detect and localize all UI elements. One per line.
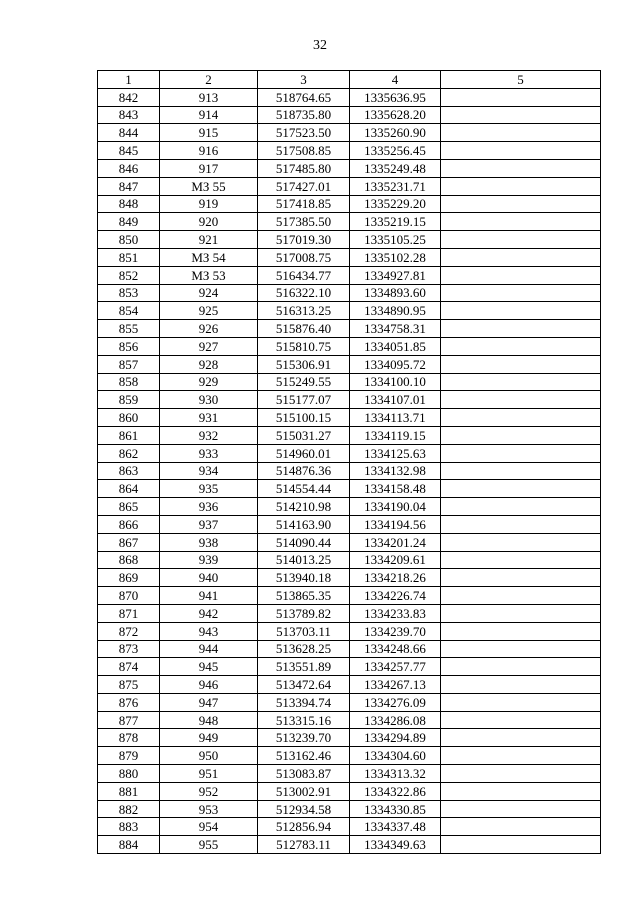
y-coordinate-cell: 1334313.32 [350,765,441,783]
note-cell [441,213,601,231]
point-number-cell: 946 [160,676,258,694]
y-coordinate-cell: 1334051.85 [350,337,441,355]
note-cell [441,818,601,836]
y-coordinate-cell: 1334194.56 [350,515,441,533]
row-index-cell: 877 [98,711,160,729]
row-index-cell: 857 [98,355,160,373]
x-coordinate-cell: 516434.77 [258,266,350,284]
table-row [98,266,601,284]
row-index-cell: 879 [98,747,160,765]
y-coordinate-cell: 1334119.15 [350,426,441,444]
table-row [98,765,601,783]
x-coordinate-cell: 517019.30 [258,231,350,249]
note-cell [441,391,601,409]
table-row [98,373,601,391]
row-index-cell: 872 [98,622,160,640]
y-coordinate-cell: 1335231.71 [350,177,441,195]
point-number-cell: 941 [160,587,258,605]
row-index-cell: 853 [98,284,160,302]
note-cell [441,462,601,480]
x-coordinate-cell: 513865.35 [258,587,350,605]
row-index-cell: 882 [98,800,160,818]
table-row [98,729,601,747]
note-cell [441,231,601,249]
note-cell [441,676,601,694]
point-number-cell: МЗ 53 [160,266,258,284]
point-number-cell: 931 [160,409,258,427]
note-cell [441,124,601,142]
x-coordinate-cell: 515100.15 [258,409,350,427]
note-cell [441,248,601,266]
row-index-cell: 849 [98,213,160,231]
row-index-cell: 880 [98,765,160,783]
x-coordinate-cell: 513472.64 [258,676,350,694]
point-number-cell: МЗ 54 [160,248,258,266]
x-coordinate-cell: 513551.89 [258,658,350,676]
x-coordinate-cell: 514876.36 [258,462,350,480]
x-coordinate-cell: 517418.85 [258,195,350,213]
y-coordinate-cell: 1334893.60 [350,284,441,302]
table-row [98,231,601,249]
table-row [98,604,601,622]
point-number-cell: 952 [160,782,258,800]
x-coordinate-cell: 515177.07 [258,391,350,409]
row-index-cell: 843 [98,106,160,124]
row-index-cell: 855 [98,320,160,338]
row-index-cell: 862 [98,444,160,462]
table-row [98,391,601,409]
point-number-cell: 948 [160,711,258,729]
row-index-cell: 876 [98,693,160,711]
note-cell [441,444,601,462]
y-coordinate-cell: 1335256.45 [350,142,441,160]
note-cell [441,711,601,729]
table-row [98,836,601,854]
note-cell [441,302,601,320]
note-cell [441,729,601,747]
row-index-cell: 878 [98,729,160,747]
y-coordinate-cell: 1334209.61 [350,551,441,569]
x-coordinate-cell: 517485.80 [258,159,350,177]
x-coordinate-cell: 517385.50 [258,213,350,231]
y-coordinate-cell: 1334125.63 [350,444,441,462]
note-cell [441,498,601,516]
point-number-cell: 932 [160,426,258,444]
note-cell [441,284,601,302]
point-number-cell: 940 [160,569,258,587]
y-coordinate-cell: 1334233.83 [350,604,441,622]
note-cell [441,409,601,427]
table-row [98,693,601,711]
point-number-cell: 934 [160,462,258,480]
coordinates-table [97,70,601,854]
x-coordinate-cell: 513394.74 [258,693,350,711]
row-index-cell: 863 [98,462,160,480]
x-coordinate-cell: 517508.85 [258,142,350,160]
x-coordinate-cell: 513940.18 [258,569,350,587]
note-cell [441,551,601,569]
point-number-cell: 939 [160,551,258,569]
row-index-cell: 850 [98,231,160,249]
row-index-cell: 854 [98,302,160,320]
y-coordinate-cell: 1334107.01 [350,391,441,409]
point-number-cell: 953 [160,800,258,818]
y-coordinate-cell: 1335260.90 [350,124,441,142]
note-cell [441,159,601,177]
table-row [98,142,601,160]
x-coordinate-cell: 517523.50 [258,124,350,142]
row-index-cell: 851 [98,248,160,266]
table-row [98,355,601,373]
y-coordinate-cell: 1334890.95 [350,302,441,320]
x-coordinate-cell: 517427.01 [258,177,350,195]
table-row [98,426,601,444]
row-index-cell: 884 [98,836,160,854]
point-number-cell: 927 [160,337,258,355]
y-coordinate-cell: 1335229.20 [350,195,441,213]
row-index-cell: 847 [98,177,160,195]
x-coordinate-cell: 514013.25 [258,551,350,569]
table-row [98,213,601,231]
table-row [98,248,601,266]
y-coordinate-cell: 1334095.72 [350,355,441,373]
table-row [98,195,601,213]
point-number-cell: 915 [160,124,258,142]
y-coordinate-cell: 1334322.86 [350,782,441,800]
row-index-cell: 870 [98,587,160,605]
table-row [98,747,601,765]
row-index-cell: 864 [98,480,160,498]
table-row [98,124,601,142]
point-number-cell: МЗ 55 [160,177,258,195]
table-row [98,498,601,516]
y-coordinate-cell: 1334337.48 [350,818,441,836]
table-row [98,284,601,302]
x-coordinate-cell: 512856.94 [258,818,350,836]
y-coordinate-cell: 1334304.60 [350,747,441,765]
row-index-cell: 883 [98,818,160,836]
y-coordinate-cell: 1334927.81 [350,266,441,284]
point-number-cell: 924 [160,284,258,302]
point-number-cell: 926 [160,320,258,338]
point-number-cell: 936 [160,498,258,516]
y-coordinate-cell: 1334257.77 [350,658,441,676]
point-number-cell: 929 [160,373,258,391]
table-row [98,782,601,800]
x-coordinate-cell: 512783.11 [258,836,350,854]
row-index-cell: 842 [98,88,160,106]
point-number-cell: 944 [160,640,258,658]
row-index-cell: 865 [98,498,160,516]
row-index-cell: 875 [98,676,160,694]
x-coordinate-cell: 515810.75 [258,337,350,355]
note-cell [441,800,601,818]
header-cell-col3: 3 [258,71,350,89]
note-cell [441,604,601,622]
row-index-cell: 860 [98,409,160,427]
y-coordinate-cell: 1334201.24 [350,533,441,551]
x-coordinate-cell: 514210.98 [258,498,350,516]
note-cell [441,337,601,355]
point-number-cell: 935 [160,480,258,498]
row-index-cell: 859 [98,391,160,409]
point-number-cell: 930 [160,391,258,409]
x-coordinate-cell: 513315.16 [258,711,350,729]
row-index-cell: 866 [98,515,160,533]
x-coordinate-cell: 513703.11 [258,622,350,640]
point-number-cell: 955 [160,836,258,854]
table-body [98,88,601,853]
x-coordinate-cell: 517008.75 [258,248,350,266]
note-cell [441,782,601,800]
y-coordinate-cell: 1334349.63 [350,836,441,854]
note-cell [441,426,601,444]
table-row [98,337,601,355]
table-header [98,71,601,89]
point-number-cell: 921 [160,231,258,249]
x-coordinate-cell: 512934.58 [258,800,350,818]
point-number-cell: 916 [160,142,258,160]
x-coordinate-cell: 515031.27 [258,426,350,444]
table-row [98,676,601,694]
note-cell [441,88,601,106]
note-cell [441,195,601,213]
table-row [98,462,601,480]
table-row [98,818,601,836]
point-number-cell: 937 [160,515,258,533]
x-coordinate-cell: 514163.90 [258,515,350,533]
point-number-cell: 928 [160,355,258,373]
row-index-cell: 871 [98,604,160,622]
x-coordinate-cell: 513083.87 [258,765,350,783]
y-coordinate-cell: 1334286.08 [350,711,441,729]
row-index-cell: 861 [98,426,160,444]
table-row [98,106,601,124]
note-cell [441,355,601,373]
table-row [98,409,601,427]
y-coordinate-cell: 1334190.04 [350,498,441,516]
y-coordinate-cell: 1334132.98 [350,462,441,480]
note-cell [441,533,601,551]
note-cell [441,836,601,854]
y-coordinate-cell: 1334294.89 [350,729,441,747]
y-coordinate-cell: 1334158.48 [350,480,441,498]
row-index-cell: 845 [98,142,160,160]
y-coordinate-cell: 1335102.28 [350,248,441,266]
row-index-cell: 874 [98,658,160,676]
note-cell [441,373,601,391]
point-number-cell: 949 [160,729,258,747]
header-row [98,71,601,89]
table-row [98,480,601,498]
table-row [98,622,601,640]
point-number-cell: 920 [160,213,258,231]
point-number-cell: 919 [160,195,258,213]
x-coordinate-cell: 513628.25 [258,640,350,658]
point-number-cell: 925 [160,302,258,320]
table-row [98,177,601,195]
table-row [98,444,601,462]
row-index-cell: 873 [98,640,160,658]
point-number-cell: 913 [160,88,258,106]
point-number-cell: 945 [160,658,258,676]
header-cell-col4: 4 [350,71,441,89]
row-index-cell: 846 [98,159,160,177]
note-cell [441,765,601,783]
x-coordinate-cell: 515249.55 [258,373,350,391]
page-number: 32 [313,38,327,53]
table-row [98,587,601,605]
y-coordinate-cell: 1335105.25 [350,231,441,249]
row-index-cell: 881 [98,782,160,800]
table-row [98,658,601,676]
note-cell [441,515,601,533]
y-coordinate-cell: 1334330.85 [350,800,441,818]
note-cell [441,480,601,498]
table-row [98,640,601,658]
x-coordinate-cell: 514554.44 [258,480,350,498]
x-coordinate-cell: 513162.46 [258,747,350,765]
row-index-cell: 852 [98,266,160,284]
y-coordinate-cell: 1335636.95 [350,88,441,106]
note-cell [441,569,601,587]
note-cell [441,640,601,658]
x-coordinate-cell: 513002.91 [258,782,350,800]
note-cell [441,658,601,676]
x-coordinate-cell: 514960.01 [258,444,350,462]
table-row [98,711,601,729]
row-index-cell: 856 [98,337,160,355]
table-row [98,800,601,818]
y-coordinate-cell: 1334248.66 [350,640,441,658]
header-cell-col2: 2 [160,71,258,89]
point-number-cell: 943 [160,622,258,640]
y-coordinate-cell: 1334218.26 [350,569,441,587]
row-index-cell: 867 [98,533,160,551]
row-index-cell: 858 [98,373,160,391]
note-cell [441,106,601,124]
note-cell [441,747,601,765]
row-index-cell: 868 [98,551,160,569]
point-number-cell: 942 [160,604,258,622]
x-coordinate-cell: 513239.70 [258,729,350,747]
x-coordinate-cell: 516313.25 [258,302,350,320]
header-cell-col5: 5 [441,71,601,89]
note-cell [441,177,601,195]
y-coordinate-cell: 1334113.71 [350,409,441,427]
note-cell [441,142,601,160]
row-index-cell: 848 [98,195,160,213]
point-number-cell: 938 [160,533,258,551]
table-row [98,533,601,551]
note-cell [441,693,601,711]
x-coordinate-cell: 515306.91 [258,355,350,373]
table-row [98,320,601,338]
y-coordinate-cell: 1334267.13 [350,676,441,694]
header-cell-col1: 1 [98,71,160,89]
point-number-cell: 947 [160,693,258,711]
x-coordinate-cell: 518735.80 [258,106,350,124]
x-coordinate-cell: 515876.40 [258,320,350,338]
note-cell [441,266,601,284]
table-row [98,302,601,320]
row-index-cell: 869 [98,569,160,587]
point-number-cell: 933 [160,444,258,462]
table-row [98,88,601,106]
table-row [98,551,601,569]
point-number-cell: 950 [160,747,258,765]
y-coordinate-cell: 1334100.10 [350,373,441,391]
point-number-cell: 914 [160,106,258,124]
note-cell [441,622,601,640]
x-coordinate-cell: 518764.65 [258,88,350,106]
note-cell [441,587,601,605]
table-row [98,159,601,177]
table-row [98,515,601,533]
y-coordinate-cell: 1334239.70 [350,622,441,640]
row-index-cell: 844 [98,124,160,142]
x-coordinate-cell: 513789.82 [258,604,350,622]
point-number-cell: 917 [160,159,258,177]
point-number-cell: 951 [160,765,258,783]
y-coordinate-cell: 1334226.74 [350,587,441,605]
y-coordinate-cell: 1335219.15 [350,213,441,231]
table-row [98,569,601,587]
y-coordinate-cell: 1334276.09 [350,693,441,711]
y-coordinate-cell: 1334758.31 [350,320,441,338]
x-coordinate-cell: 516322.10 [258,284,350,302]
y-coordinate-cell: 1335249.48 [350,159,441,177]
y-coordinate-cell: 1335628.20 [350,106,441,124]
point-number-cell: 954 [160,818,258,836]
x-coordinate-cell: 514090.44 [258,533,350,551]
note-cell [441,320,601,338]
